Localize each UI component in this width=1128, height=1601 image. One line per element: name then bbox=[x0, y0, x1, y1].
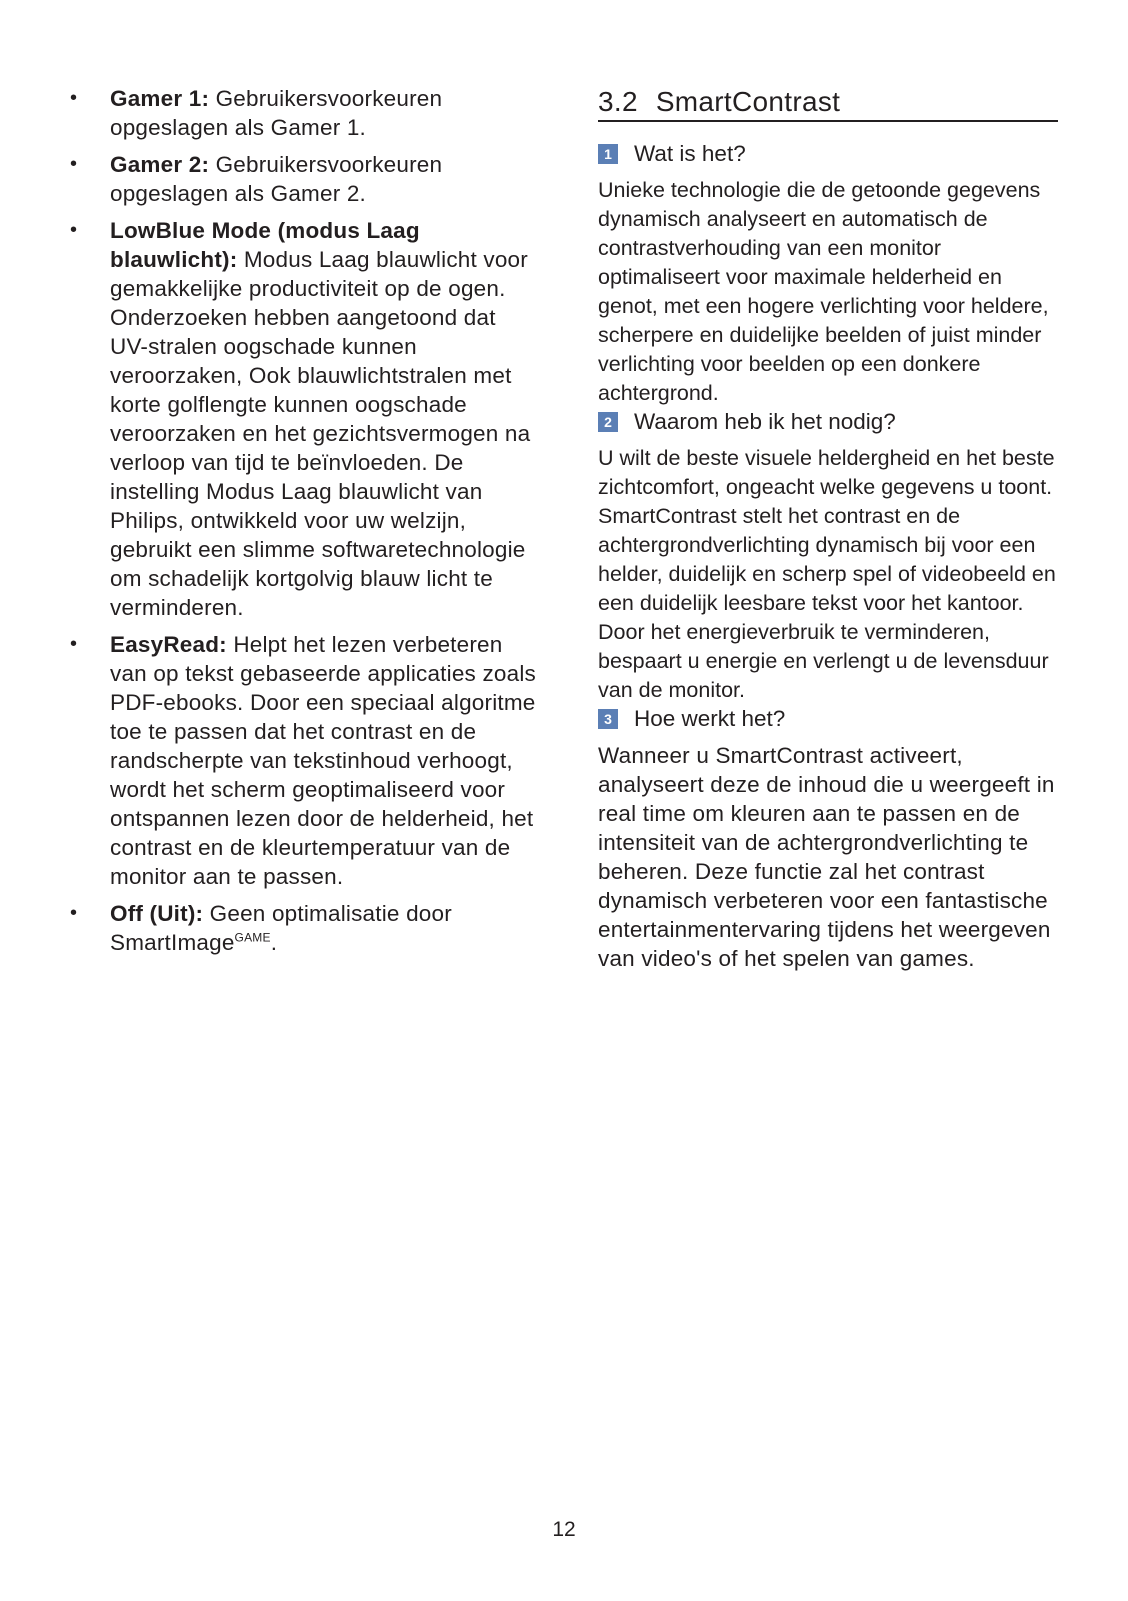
left-column bbox=[68, 84, 540, 965]
number-badge: 2 bbox=[598, 412, 618, 432]
subsection-heading bbox=[598, 705, 1058, 733]
section-heading bbox=[598, 84, 1058, 122]
subsection-heading-text: Hoe werkt het? bbox=[634, 706, 786, 731]
item-tail: . bbox=[270, 930, 278, 955]
smartimage-mode-list bbox=[68, 84, 540, 957]
list-item-gamer1 bbox=[68, 84, 540, 142]
list-item-lowblue bbox=[68, 216, 540, 622]
subsection-how bbox=[598, 705, 1058, 973]
item-term: Gamer 1: bbox=[110, 86, 210, 111]
section-number: 3.2 bbox=[598, 86, 638, 117]
subsection-heading-text: Waarom heb ik het nodig? bbox=[634, 409, 896, 434]
item-text: Modus Laag blauwlicht voor gemakkelijke productiviteit op de ogen. Onderzoeken hebben aangetoond dat UV-stralen oogschade kunnen veroorzaken, Ook blauwlichtstralen met korte golflengte kunnen oogschade veroorzaken en het gezichtsvermogen na verloop van tijd te beïnvloeden. De instelling Modus Laag blauwlicht van Philips, ontwikkeld voor uw welzijn, gebruikt een slimme softwaretechnologie om schadelijk kortgolvig blauw licht te verminderen. bbox=[110, 247, 531, 620]
list-item-gamer2 bbox=[68, 150, 540, 208]
bullet-icon: • bbox=[70, 633, 78, 655]
number-badge: 1 bbox=[598, 144, 618, 164]
item-text: Gebruikersvoorkeuren opgeslagen als Gamer 1. bbox=[110, 86, 443, 140]
bullet-icon: • bbox=[70, 902, 78, 924]
item-term: EasyRead: bbox=[110, 632, 227, 657]
subsection-heading-text: Wat is het? bbox=[634, 141, 746, 166]
item-text: Geen optimalisatie door SmartImage bbox=[110, 901, 452, 955]
right-column bbox=[598, 84, 1058, 973]
subsection-why bbox=[598, 408, 1058, 705]
subsection-body: Wanneer u SmartContrast activeert, analyseert deze de inhoud die u weergeeft in real time om kleuren aan te passen en de intensiteit van de achtergrondverlichting te beheren. Deze functie zal het contrast dynamisch verbeteren voor een fantastische entertainmentervaring tijdens het weergeven van video's of het spelen van games. bbox=[598, 743, 1055, 971]
subsection-heading bbox=[598, 140, 1058, 168]
bullet-icon: • bbox=[70, 219, 78, 241]
item-term: Gamer 2: bbox=[110, 152, 210, 177]
subsection-what bbox=[598, 140, 1058, 408]
item-term: Off (Uit): bbox=[110, 901, 204, 926]
subsection-heading bbox=[598, 408, 1058, 436]
bullet-icon: • bbox=[70, 87, 78, 109]
list-item-easyread bbox=[68, 630, 540, 891]
item-text: Helpt het lezen verbeteren van op tekst gebaseerde applicaties zoals PDF-ebooks. Door een speciaal algoritme toe te passen dat het contrast en de randscherpte van tekstinhoud verhoogt, wordt het scherm geoptimaliseerd voor ontspannen lezen door de helderheid, het contrast en de kleurtemperatuur van de monitor aan te passen. bbox=[110, 632, 536, 889]
number-badge: 3 bbox=[598, 709, 618, 729]
bullet-icon: • bbox=[70, 153, 78, 175]
item-text: Gebruikersvoorkeuren opgeslagen als Gamer 2. bbox=[110, 152, 443, 206]
subsection-body: U wilt de beste visuele heldergheid en het beste zichtcomfort, ongeacht welke gegevens u toont. SmartContrast stelt het contrast en de achtergrondverlichting dynamisch bij voor een helder, duidelijk en scherp spel of videobeeld en een duidelijk leesbare tekst voor het kantoor. Door het energieverbruik te verminderen, bespaart u energie en verlengt u de levensduur van de monitor. bbox=[598, 446, 1056, 702]
section-title: SmartContrast bbox=[655, 86, 841, 117]
subsection-body: Unieke technologie die de getoonde gegevens dynamisch analyseert en automatisch de contrastverhouding van een monitor optimaliseert voor maximale helderheid en genot, met een hogere verlichting voor heldere, scherpere en duidelijke beelden of juist minder verlichting voor beelden op een donkere achtergrond. bbox=[598, 178, 1049, 405]
list-item-off bbox=[68, 899, 540, 957]
superscript-game: GAME bbox=[234, 930, 271, 945]
item-term: LowBlue Mode (modus Laag blauwlicht): bbox=[110, 218, 420, 272]
page-number: 12 bbox=[552, 1518, 576, 1541]
